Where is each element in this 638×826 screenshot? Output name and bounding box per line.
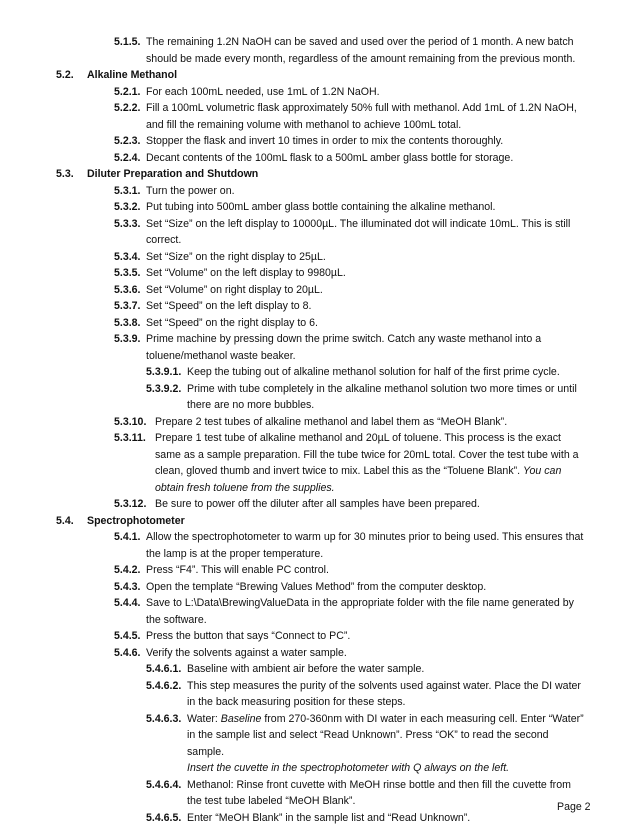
item-number: 5.2.4. xyxy=(114,151,141,164)
item-text-main: Verify the solvents against a water sample. xyxy=(146,646,347,659)
item-text-main: Set “Speed” on the right display to 6. xyxy=(146,316,318,329)
item-number: 5.4.6.5. xyxy=(146,811,182,824)
list-item xyxy=(0,628,638,645)
item-number: 5.3.7. xyxy=(114,300,141,312)
item-number: 5.3.10. xyxy=(114,415,147,428)
item-text xyxy=(146,249,588,266)
item-number: 5.2.2. xyxy=(114,102,141,114)
item-text xyxy=(146,298,588,315)
item-text-main: Baseline with ambient air before the water sample. xyxy=(187,663,425,675)
item-number: 5.4.6.1. xyxy=(146,663,182,675)
list-item xyxy=(0,183,638,200)
item-number: 5.4.6. xyxy=(114,646,141,659)
item-number: 5.3.9.1. xyxy=(146,366,182,378)
item-text xyxy=(146,199,588,216)
item-number: 5.3.1. xyxy=(114,184,141,197)
item-text xyxy=(187,381,588,414)
list-item xyxy=(0,282,638,299)
item-number: 5.2. xyxy=(56,69,74,81)
item-text-prefix: Water: xyxy=(187,712,221,725)
list-item xyxy=(0,150,638,167)
item-number: 5.4.1. xyxy=(114,531,141,543)
list-item xyxy=(0,777,638,810)
item-number: 5.1.5. xyxy=(114,36,141,48)
list-item xyxy=(0,678,638,711)
item-text-main: This step measures the purity of the solvents used against water. Place the DI water in the back measuring position for these steps. xyxy=(187,679,581,708)
document-body xyxy=(0,34,638,826)
item-number: 5.2.1. xyxy=(114,85,141,98)
item-text-main: Open the template “Brewing Values Method” from the computer desktop. xyxy=(146,580,487,593)
item-text-main: from 270-360nm with DI water in each measuring cell. Enter “Water” in the sample list and select “Read Unknown”. Press “OK” to read the second sample. xyxy=(187,712,584,758)
list-item xyxy=(0,133,638,150)
item-text xyxy=(146,331,588,364)
item-text xyxy=(87,67,638,84)
list-item xyxy=(0,381,638,414)
page-number: Page 2 xyxy=(557,801,591,813)
list-item xyxy=(0,34,638,67)
item-text-main: Decant contents of the 100mL flask to a 500mL amber glass bottle for storage. xyxy=(146,151,514,164)
list-item xyxy=(0,529,638,562)
list-item xyxy=(0,645,638,662)
item-text xyxy=(146,282,588,299)
item-text-main: Press “F4”. This will enable PC control. xyxy=(146,564,329,576)
item-text-main: Set “Speed” on the left display to 8. xyxy=(146,300,312,312)
list-item xyxy=(0,661,638,678)
item-number: 5.2.3. xyxy=(114,135,141,147)
item-text xyxy=(187,810,588,826)
item-text-main: Diluter Preparation and Shutdown xyxy=(87,168,259,180)
item-number: 5.3.6. xyxy=(114,283,141,296)
item-text-main: Set “Size” on the left display to 10000µL. The illuminated dot will indicate 10mL. This is still correct. xyxy=(146,217,571,246)
item-text-main: Set “Size” on the right display to 25µL. xyxy=(146,250,326,263)
item-text-main: Set “Volume” on right display to 20µL. xyxy=(146,283,323,296)
item-text xyxy=(146,150,588,167)
list-item xyxy=(0,496,638,513)
item-text-main: Alkaline Methanol xyxy=(87,69,178,81)
item-text xyxy=(187,711,588,777)
list-item xyxy=(0,414,638,431)
item-text xyxy=(146,265,588,282)
item-text-italic: Baseline xyxy=(220,712,262,725)
item-text-main: Prepare 2 test tubes of alkaline methanol and label them as “MeOH Blank”. xyxy=(155,415,508,428)
list-item xyxy=(0,562,638,579)
list-item xyxy=(0,100,638,133)
item-text xyxy=(155,430,589,496)
item-text xyxy=(87,166,638,183)
item-text xyxy=(146,183,588,200)
item-text-main: Set “Volume” on the left display to 9980µL. xyxy=(146,267,346,279)
item-text-main: Press the button that says “Connect to PC”. xyxy=(146,630,351,642)
item-text xyxy=(146,645,588,662)
item-text-main: Prime with tube completely in the alkaline methanol solution two more times or until there are no more bubbles. xyxy=(187,382,577,411)
item-text-italic: You can obtain fresh toluene from the supplies. xyxy=(155,465,562,494)
item-number: 5.3.2. xyxy=(114,201,141,213)
item-text xyxy=(146,628,588,645)
item-text-main: Spectrophotometer xyxy=(87,514,185,527)
item-number: 5.3.5. xyxy=(114,267,141,279)
item-number: 5.3.11. xyxy=(114,432,146,444)
item-text xyxy=(187,661,588,678)
item-text xyxy=(146,133,588,150)
item-text-main: Put tubing into 500mL amber glass bottle containing the alkaline methanol. xyxy=(146,201,496,213)
item-text-main: Stopper the flask and invert 10 times in order to mix the contents thoroughly. xyxy=(146,135,504,147)
section-heading xyxy=(0,513,638,530)
item-text xyxy=(146,84,588,101)
list-item xyxy=(0,84,638,101)
item-number: 5.4.3. xyxy=(114,580,141,593)
item-number: 5.4.2. xyxy=(114,564,141,576)
item-text xyxy=(146,529,588,562)
item-text xyxy=(146,315,588,332)
item-text-main: Allow the spectrophotometer to warm up for 30 minutes prior to being used. This ensures that the lamp is at the proper temperature. xyxy=(146,531,584,560)
item-text-main: Save to L:\Data\BrewingValueData in the appropriate folder with the file name generated by the software. xyxy=(146,597,574,626)
item-text-main: Methanol: Rinse front cuvette with MeOH rinse bottle and then fill the cuvette from the test tube labeled “MeOH Blank”. xyxy=(187,778,571,807)
item-number: 5.3.9. xyxy=(114,333,141,345)
list-item xyxy=(0,216,638,249)
item-number: 5.3.12. xyxy=(114,498,147,510)
list-item xyxy=(0,364,638,381)
list-item xyxy=(0,199,638,216)
item-text-main: Be sure to power off the diluter after all samples have been prepared. xyxy=(155,498,480,510)
item-number: 5.3.4. xyxy=(114,250,141,263)
list-item xyxy=(0,315,638,332)
list-item xyxy=(0,265,638,282)
item-text-main: Enter “MeOH Blank” in the sample list and “Read Unknown”. xyxy=(187,811,471,824)
item-number: 5.4.4. xyxy=(114,597,141,609)
section-heading xyxy=(0,166,638,183)
list-item xyxy=(0,595,638,628)
list-item xyxy=(0,298,638,315)
item-text xyxy=(187,678,588,711)
item-text-main: Turn the power on. xyxy=(146,184,235,197)
item-text xyxy=(155,496,589,513)
item-text xyxy=(146,216,588,249)
item-text xyxy=(187,777,588,810)
list-item xyxy=(0,711,638,777)
section-heading xyxy=(0,67,638,84)
item-text xyxy=(146,579,588,596)
item-number: 5.4.5. xyxy=(114,630,141,642)
item-text xyxy=(146,562,588,579)
list-item xyxy=(0,331,638,364)
item-text xyxy=(187,364,588,381)
list-item xyxy=(0,810,638,826)
item-text-main: The remaining 1.2N NaOH can be saved and used over the period of 1 month. A new batch should be made every month, regardless of the amount remaining from the previous month. xyxy=(146,36,576,65)
item-text-main: Keep the tubing out of alkaline methanol solution for half of the first prime cycle. xyxy=(187,366,560,378)
item-text xyxy=(146,100,588,133)
item-number: 5.3.9.2. xyxy=(146,382,182,395)
item-number: 5.4. xyxy=(56,514,74,527)
item-text-main: Fill a 100mL volumetric flask approximately 50% full with methanol. Add 1mL of 1.2N NaOH, and fill the remaining volume with methanol to achieve 100mL total. xyxy=(146,102,577,131)
item-text xyxy=(87,513,638,530)
list-item xyxy=(0,249,638,266)
item-number: 5.4.6.4. xyxy=(146,778,182,791)
item-number: 5.3.3. xyxy=(114,217,141,230)
list-item xyxy=(0,430,638,496)
item-text xyxy=(146,595,588,628)
item-text xyxy=(155,414,589,431)
item-number: 5.4.6.2. xyxy=(146,679,182,692)
item-number: 5.4.6.3. xyxy=(146,712,182,725)
item-text-main: For each 100mL needed, use 1mL of 1.2N NaOH. xyxy=(146,85,380,98)
item-number: 5.3.8. xyxy=(114,316,141,329)
item-number: 5.3. xyxy=(56,168,74,180)
item-text-italic-note: Insert the cuvette in the spectrophotometer with Q always on the left. xyxy=(187,762,510,774)
item-text-main: Prime machine by pressing down the prime switch. Catch any waste methanol into a toluene/methanol waste beaker. xyxy=(146,333,542,362)
item-text-main: Prepare 1 test tube of alkaline methanol and 20µL of toluene. This process is the exact same as a sample preparation. Fill the tube twice for 20mL total. Cover the test tube with a clean, gloved thumb and invert twice to mix. Label this as the “Toluene Blank”. xyxy=(155,432,579,477)
list-item xyxy=(0,579,638,596)
item-text xyxy=(146,34,588,67)
